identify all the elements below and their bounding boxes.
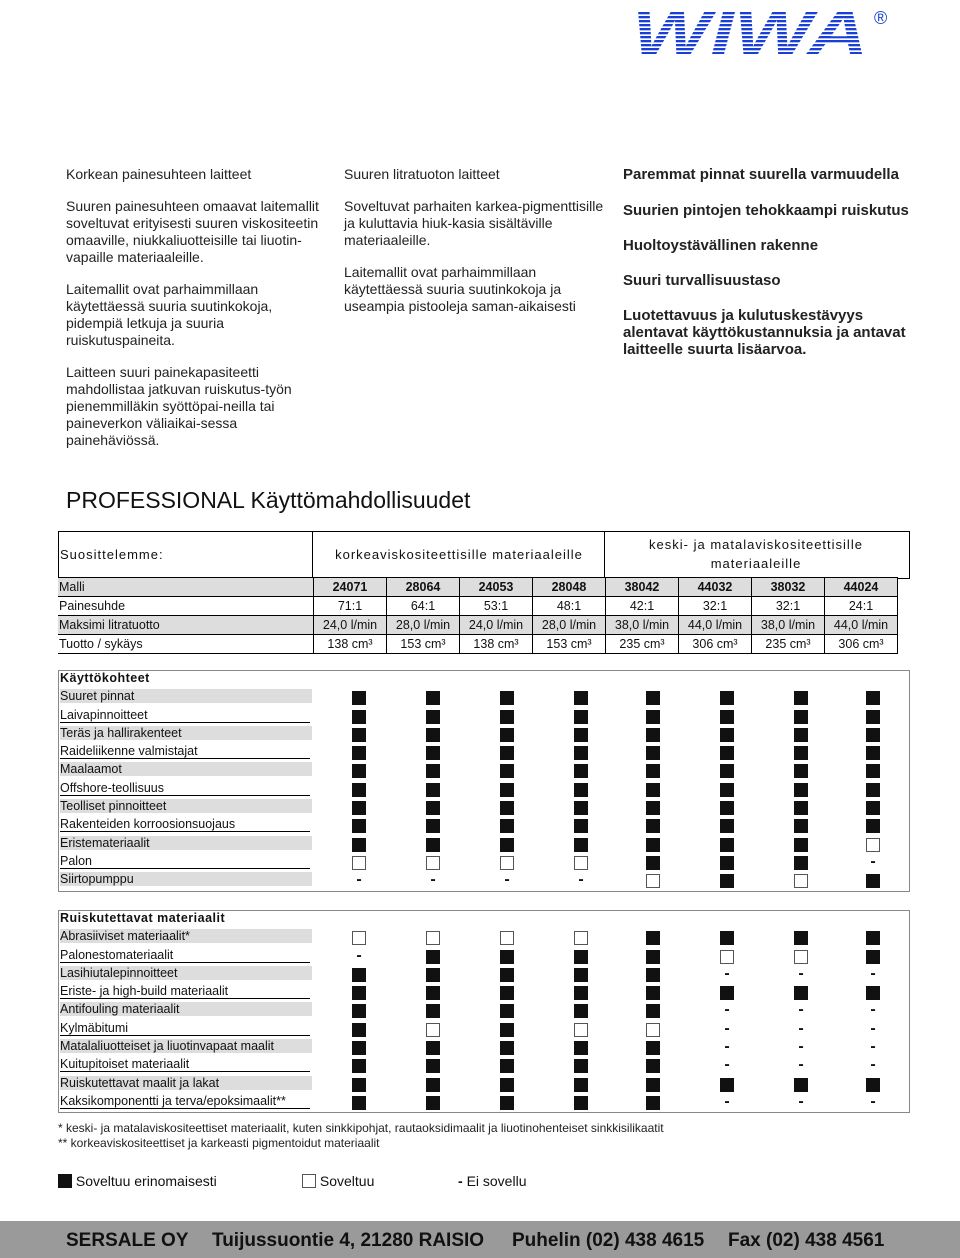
filled-square-icon: [574, 1059, 588, 1073]
empty-square-icon: [646, 1023, 660, 1037]
benefit-item: Suuri turvallisuustaso: [623, 272, 781, 289]
filled-square-icon: [574, 801, 588, 815]
filled-square-icon: [574, 710, 588, 724]
filled-square-icon: [352, 1096, 366, 1110]
footer-bar: [0, 1221, 960, 1258]
empty-square-icon: [426, 1023, 440, 1037]
filled-square-icon: [426, 1059, 440, 1073]
empty-square-icon: [426, 931, 440, 945]
filled-square-icon: [500, 1004, 514, 1018]
section-heading: PROFESSIONAL Käyttömahdollisuudet: [66, 487, 471, 513]
filled-square-icon: [720, 710, 734, 724]
col1-heading: Korkean painesuhteen laitteet: [66, 166, 252, 182]
empty-square-icon: [500, 856, 514, 870]
suitability-row: [58, 983, 910, 1001]
row-label: Antifouling materiaalit: [60, 1002, 312, 1016]
filled-square-icon: [500, 838, 514, 852]
filled-square-icon: [500, 1059, 514, 1073]
row-label: Ruiskutettavat maalit ja lakat: [60, 1076, 312, 1090]
filled-square-icon: [426, 838, 440, 852]
filled-square-icon: [352, 1041, 366, 1055]
suitability-row: [58, 798, 910, 816]
filled-square-icon: [352, 691, 366, 705]
dash-icon: -: [504, 871, 510, 889]
filled-square-icon: [646, 746, 660, 760]
suitability-row: [58, 947, 910, 965]
col1-paragraph: Suuren painesuhteen omaavat laitemallit soveltuvat erityisesti suuren viskositeetin omaaville, niukkaliuotteisille tai liuotin-vapaille materiaaleille.: [66, 198, 319, 265]
row-label: Teolliset pinnoitteet: [60, 799, 312, 813]
filled-square-icon: [866, 764, 880, 778]
filled-square-icon: [720, 691, 734, 705]
filled-square-icon: [574, 783, 588, 797]
empty-square-icon: [426, 856, 440, 870]
suitability-row: [58, 1093, 910, 1111]
spec-label: Maksimi litratuotto: [58, 616, 314, 635]
filled-square-icon: [866, 950, 880, 964]
filled-square-icon: [720, 1078, 734, 1092]
suitability-row: [58, 871, 910, 889]
filled-square-icon: [426, 1004, 440, 1018]
filled-square-icon: [352, 819, 366, 833]
spec-value: 24,0 l/min: [314, 616, 387, 635]
filled-square-icon: [500, 1041, 514, 1055]
group-title: Ruiskutettavat materiaalit: [60, 911, 226, 925]
row-label: Kaksikomponentti ja terva/epoksimaalit**: [60, 1094, 310, 1109]
legend-empty-label: Soveltuu: [319, 1173, 375, 1189]
dash-icon: -: [870, 852, 876, 870]
suitability-row: [58, 780, 910, 798]
filled-square-icon: [574, 838, 588, 852]
empty-square-icon: [352, 931, 366, 945]
suitability-row: [58, 816, 910, 834]
spec-value: 48:1: [533, 597, 606, 616]
legend-full-label: Soveltuu erinomaisesti: [75, 1173, 217, 1189]
filled-square-icon: [500, 819, 514, 833]
filled-square-icon: [352, 1078, 366, 1092]
filled-square-icon: [352, 986, 366, 1000]
dash-icon: -: [724, 1019, 730, 1037]
filled-square-icon: [646, 856, 660, 870]
filled-square-icon: [646, 1078, 660, 1092]
filled-square-icon: [794, 986, 808, 1000]
filled-square-icon: [866, 691, 880, 705]
row-label: Laivapinnoitteet: [60, 708, 310, 723]
spec-row: [58, 597, 898, 616]
spec-value: 38032: [752, 578, 825, 597]
group-low-viscosity-line2: materiaaleille: [710, 556, 802, 571]
spec-value: 24053: [460, 578, 533, 597]
row-label: Teräs ja hallirakenteet: [60, 726, 312, 740]
empty-square-icon: [574, 931, 588, 945]
group-high-viscosity: korkeaviskositeettisille materiaaleille: [335, 547, 583, 562]
row-label: Eristemateriaalit: [60, 836, 312, 850]
suitability-row: [58, 965, 910, 983]
filled-square-icon: [646, 764, 660, 778]
empty-square-icon: [720, 950, 734, 964]
filled-square-icon: [352, 1004, 366, 1018]
spec-label: Painesuhde: [58, 597, 314, 616]
filled-square-icon: [500, 1096, 514, 1110]
svg-text:WIWA: WIWA: [632, 4, 868, 60]
filled-square-icon: [500, 968, 514, 982]
spec-value: 44024: [825, 578, 898, 597]
spec-value: 38042: [606, 578, 679, 597]
filled-square-icon: [574, 968, 588, 982]
dash-icon: -: [870, 964, 876, 982]
suitability-row: [58, 1020, 910, 1038]
dash-icon: -: [798, 1092, 804, 1110]
filled-square-icon: [794, 728, 808, 742]
filled-square-icon: [646, 783, 660, 797]
benefit-item: Suurien pintojen tehokkaampi ruiskutus: [623, 202, 909, 219]
intro-column-2: [344, 166, 604, 330]
filled-square-icon: [794, 764, 808, 778]
suitability-row: [58, 761, 910, 779]
row-label: Offshore-teollisuus: [60, 781, 310, 796]
filled-square-icon: [426, 801, 440, 815]
col1-paragraph: Laitteen suuri painekapasiteetti mahdollistaa jatkuvan ruiskutus-työn pienemmilläkin syöttöpai-neilla tai paineverkon väliaikai-sessa painehäviössä.: [66, 364, 292, 448]
suitability-row: [58, 853, 910, 871]
filled-square-icon: [574, 986, 588, 1000]
spec-value: 53:1: [460, 597, 533, 616]
filled-square-icon: [794, 783, 808, 797]
filled-square-icon: [426, 691, 440, 705]
row-label: Abrasiiviset materiaalit*: [60, 929, 312, 943]
filled-square-icon: [866, 710, 880, 724]
footer-address: Tuijussuontie 4, 21280 RAISIO: [212, 1230, 485, 1251]
filled-square-icon: [866, 986, 880, 1000]
spec-value: 64:1: [387, 597, 460, 616]
filled-square-icon: [866, 931, 880, 945]
spec-value: 235 cm³: [752, 635, 825, 654]
filled-square-icon: [574, 1078, 588, 1092]
spec-value: 24,0 l/min: [460, 616, 533, 635]
spec-value: 24071: [314, 578, 387, 597]
filled-square-icon: [720, 931, 734, 945]
dash-icon: -: [578, 871, 584, 889]
spec-value: 38,0 l/min: [752, 616, 825, 635]
row-label: Maalaamot: [60, 762, 312, 776]
row-label: Palon: [60, 854, 310, 869]
row-label: Rakenteiden korroosionsuojaus: [60, 817, 310, 832]
filled-square-icon: [500, 710, 514, 724]
benefit-item: Huoltoystävällinen rakenne: [623, 237, 819, 254]
row-label: Raideliikenne valmistajat: [60, 744, 310, 759]
dash-icon: -: [870, 1019, 876, 1037]
filled-square-icon: [426, 819, 440, 833]
row-label: Eriste- ja high-build materiaalit: [60, 984, 310, 999]
svg-text:®: ®: [874, 8, 888, 28]
spec-value: 235 cm³: [606, 635, 679, 654]
filled-square-icon: [646, 968, 660, 982]
materials-group: [58, 910, 910, 1113]
filled-square-icon: [866, 783, 880, 797]
spec-value: 24:1: [825, 597, 898, 616]
filled-square-icon: [646, 728, 660, 742]
empty-square-icon: [646, 874, 660, 888]
filled-square-icon: [646, 819, 660, 833]
recommend-label: Suosittelemme:: [60, 547, 164, 562]
spec-value: 306 cm³: [679, 635, 752, 654]
filled-square-icon: [500, 986, 514, 1000]
empty-square-icon: [352, 856, 366, 870]
filled-square-icon: [646, 838, 660, 852]
filled-square-icon: [426, 1078, 440, 1092]
dash-icon: -: [458, 1173, 463, 1189]
intro-column-1: [66, 166, 326, 464]
filled-square-icon: [352, 1023, 366, 1037]
filled-square-icon: [574, 728, 588, 742]
filled-square-icon: [720, 801, 734, 815]
filled-square-icon: [574, 691, 588, 705]
spec-value: 44032: [679, 578, 752, 597]
filled-square-icon: [720, 764, 734, 778]
filled-square-icon: [352, 728, 366, 742]
dash-icon: -: [724, 1001, 730, 1019]
suitability-row: [58, 707, 910, 725]
spec-value: 153 cm³: [533, 635, 606, 654]
suitability-row: [58, 743, 910, 761]
filled-square-icon: [646, 801, 660, 815]
filled-square-icon: [500, 764, 514, 778]
empty-square-icon: [794, 874, 808, 888]
dash-icon: -: [870, 1001, 876, 1019]
empty-square-icon: [794, 950, 808, 964]
filled-square-icon: [352, 764, 366, 778]
filled-square-icon: [500, 1078, 514, 1092]
spec-value: 28,0 l/min: [533, 616, 606, 635]
suitability-row: [58, 1001, 910, 1019]
filled-square-icon: [500, 691, 514, 705]
dash-icon: -: [870, 1092, 876, 1110]
spec-value: 71:1: [314, 597, 387, 616]
col2-heading: Suuren litratuoton laitteet: [344, 166, 500, 182]
dash-icon: -: [798, 1038, 804, 1056]
empty-square-icon: [574, 1023, 588, 1037]
dash-icon: -: [798, 964, 804, 982]
row-label: Matalaliuotteiset ja liuotinvapaat maalit: [60, 1039, 312, 1053]
filled-square-icon: [646, 710, 660, 724]
dash-icon: -: [870, 1038, 876, 1056]
wiwa-logo: [630, 4, 896, 60]
suitability-row: [58, 835, 910, 853]
spec-value: 38,0 l/min: [606, 616, 679, 635]
footer-fax: Fax (02) 438 4561: [728, 1230, 885, 1251]
col2-paragraph: Laitemallit ovat parhaimmillaan käytettäessä suuria suutinkokoja ja useampia pistooleja saman-aikaisesti: [344, 264, 576, 314]
filled-square-icon: [426, 1096, 440, 1110]
filled-square-icon: [794, 1078, 808, 1092]
filled-square-icon: [500, 746, 514, 760]
filled-square-icon: [646, 986, 660, 1000]
filled-square-icon: [426, 746, 440, 760]
footer-company: SERSALE OY: [66, 1230, 189, 1251]
filled-square-icon: [574, 1004, 588, 1018]
dash-icon: -: [724, 964, 730, 982]
filled-square-icon: [574, 950, 588, 964]
empty-square-icon: [500, 931, 514, 945]
spec-value: 153 cm³: [387, 635, 460, 654]
filled-square-icon: [574, 819, 588, 833]
filled-square-icon: [866, 874, 880, 888]
dash-icon: -: [356, 946, 362, 964]
filled-square-icon: [866, 819, 880, 833]
legend-dash: [458, 1173, 526, 1189]
spec-value: 42:1: [606, 597, 679, 616]
col1-paragraph: Laitemallit ovat parhaimmillaan käytettäessä suuria suutinkokoja, pidempiä letkuja ja suuria ruiskutuspaineita.: [66, 281, 273, 348]
row-label: Palonestomateriaalit: [60, 948, 310, 963]
filled-square-icon: [58, 1174, 72, 1188]
filled-square-icon: [794, 856, 808, 870]
filled-square-icon: [500, 1023, 514, 1037]
filled-square-icon: [646, 950, 660, 964]
row-label: Lasihiutalepinnoitteet: [60, 966, 312, 980]
col2-paragraph: Soveltuvat parhaiten karkea-pigmenttisille ja kuluttavia hiuk-kasia sisältäville materiaaleille.: [344, 198, 604, 248]
row-label: Suuret pinnat: [60, 689, 312, 703]
spec-label: Malli: [58, 578, 314, 597]
footer-phone: Puhelin (02) 438 4615: [512, 1230, 705, 1251]
spec-value: 28064: [387, 578, 460, 597]
filled-square-icon: [794, 801, 808, 815]
filled-square-icon: [646, 1059, 660, 1073]
filled-square-icon: [500, 783, 514, 797]
dash-icon: -: [356, 871, 362, 889]
filled-square-icon: [352, 801, 366, 815]
filled-square-icon: [574, 764, 588, 778]
filled-square-icon: [720, 819, 734, 833]
filled-square-icon: [866, 801, 880, 815]
filled-square-icon: [794, 746, 808, 760]
filled-square-icon: [646, 691, 660, 705]
filled-square-icon: [794, 838, 808, 852]
filled-square-icon: [720, 856, 734, 870]
empty-square-icon: [574, 856, 588, 870]
filled-square-icon: [720, 783, 734, 797]
filled-square-icon: [794, 819, 808, 833]
filled-square-icon: [426, 783, 440, 797]
filled-square-icon: [426, 950, 440, 964]
filled-square-icon: [426, 710, 440, 724]
spec-value: 44,0 l/min: [679, 616, 752, 635]
filled-square-icon: [426, 986, 440, 1000]
suitability-row: [58, 1075, 910, 1093]
filled-square-icon: [866, 746, 880, 760]
group-title: Käyttökohteet: [60, 671, 150, 685]
spec-row: [58, 635, 898, 654]
footnote-1: * keski- ja matalaviskositeettiset materiaalit, kuten sinkkipohjat, rautaoksidimaalit ja liuotinohenteiset sinkkisilikaatit: [58, 1121, 664, 1135]
empty-square-icon: [866, 838, 880, 852]
filled-square-icon: [646, 1041, 660, 1055]
suitability-row: [58, 725, 910, 743]
spec-table: [58, 577, 898, 654]
spec-value: 32:1: [679, 597, 752, 616]
dash-icon: -: [870, 1056, 876, 1074]
filled-square-icon: [352, 1059, 366, 1073]
row-label: Siirtopumppu: [60, 872, 312, 886]
spec-row: [58, 616, 898, 635]
filled-square-icon: [500, 728, 514, 742]
dash-icon: -: [798, 1001, 804, 1019]
legend-full: [58, 1173, 217, 1189]
table-header: [58, 531, 910, 577]
row-label: Kylmäbitumi: [60, 1021, 310, 1036]
filled-square-icon: [352, 838, 366, 852]
filled-square-icon: [794, 710, 808, 724]
suitability-row: [58, 1056, 910, 1074]
dash-icon: -: [724, 1056, 730, 1074]
filled-square-icon: [574, 1041, 588, 1055]
filled-square-icon: [646, 1004, 660, 1018]
spec-label: Tuotto / sykäys: [58, 635, 314, 654]
group-low-viscosity: [606, 535, 906, 573]
group-low-viscosity-line1: keski- ja matalaviskositeettisille: [649, 537, 863, 552]
legend-empty: [302, 1173, 374, 1189]
empty-square-icon: [302, 1174, 316, 1188]
filled-square-icon: [352, 746, 366, 760]
filled-square-icon: [352, 968, 366, 982]
filled-square-icon: [720, 874, 734, 888]
footnote-2: ** korkeaviskositeettiset ja karkeasti pigmentoidut materiaalit: [58, 1136, 380, 1150]
filled-square-icon: [720, 986, 734, 1000]
spec-value: 28,0 l/min: [387, 616, 460, 635]
filled-square-icon: [720, 746, 734, 760]
filled-square-icon: [426, 968, 440, 982]
filled-square-icon: [794, 691, 808, 705]
dash-icon: -: [430, 871, 436, 889]
spec-value: 138 cm³: [314, 635, 387, 654]
spec-row: [58, 578, 898, 597]
benefit-item: Paremmat pinnat suurella varmuudella: [623, 166, 899, 183]
benefit-item: Luotettavuus ja kulutuskestävyys alentavat käyttökustannuksia ja antavat laitteelle suurta lisäarvoa.: [623, 307, 906, 358]
legend-dash-label: Ei sovellu: [466, 1173, 527, 1189]
filled-square-icon: [426, 1041, 440, 1055]
filled-square-icon: [646, 1096, 660, 1110]
row-label: Kuitupitoiset materiaalit: [60, 1057, 310, 1072]
filled-square-icon: [794, 931, 808, 945]
filled-square-icon: [352, 783, 366, 797]
usage-group: [58, 670, 910, 892]
filled-square-icon: [574, 1096, 588, 1110]
suitability-row: [58, 1038, 910, 1056]
filled-square-icon: [426, 764, 440, 778]
filled-square-icon: [500, 801, 514, 815]
spec-value: 306 cm³: [825, 635, 898, 654]
dash-icon: -: [798, 1056, 804, 1074]
suitability-row: [58, 688, 910, 706]
filled-square-icon: [866, 1078, 880, 1092]
filled-square-icon: [500, 950, 514, 964]
spec-value: 138 cm³: [460, 635, 533, 654]
filled-square-icon: [352, 710, 366, 724]
spec-value: 44,0 l/min: [825, 616, 898, 635]
filled-square-icon: [866, 728, 880, 742]
dash-icon: -: [798, 1019, 804, 1037]
spec-value: 28048: [533, 578, 606, 597]
suitability-row: [58, 928, 910, 946]
dash-icon: -: [724, 1038, 730, 1056]
filled-square-icon: [646, 931, 660, 945]
dash-icon: -: [724, 1092, 730, 1110]
filled-square-icon: [574, 746, 588, 760]
filled-square-icon: [720, 728, 734, 742]
filled-square-icon: [720, 838, 734, 852]
filled-square-icon: [426, 728, 440, 742]
spec-value: 32:1: [752, 597, 825, 616]
intro-column-3: [623, 166, 923, 376]
